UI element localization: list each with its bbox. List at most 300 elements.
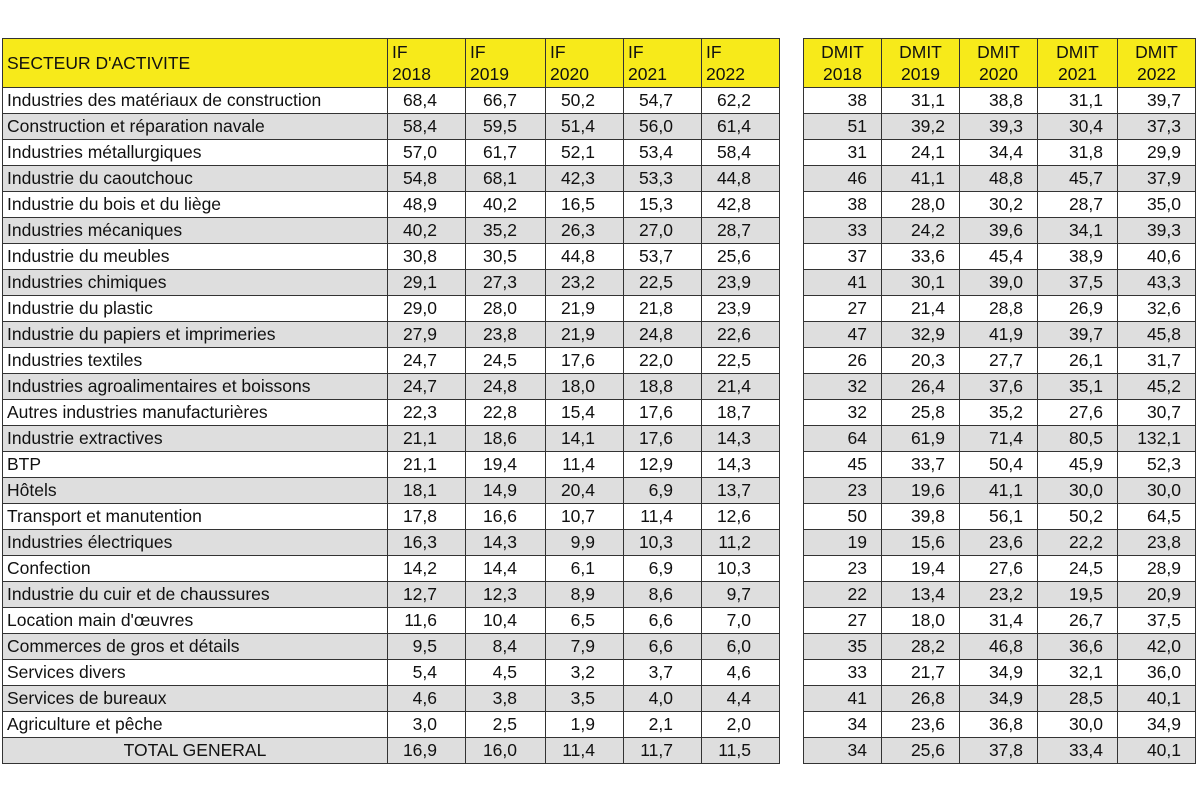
if-value: 26,3 bbox=[546, 218, 624, 244]
dmit-value: 30,2 bbox=[960, 192, 1038, 218]
if-value: 6,9 bbox=[624, 478, 702, 504]
if-value: 21,9 bbox=[546, 322, 624, 348]
dmit-value: 37,9 bbox=[1118, 166, 1196, 192]
dmit-value: 25,8 bbox=[882, 400, 960, 426]
dmit-value: 52,3 bbox=[1118, 452, 1196, 478]
if-value: 11,2 bbox=[702, 530, 780, 556]
if-value: 22,3 bbox=[388, 400, 466, 426]
if-value: 10,4 bbox=[466, 608, 546, 634]
if-header-label: IF bbox=[550, 42, 566, 62]
if-value: 51,4 bbox=[546, 114, 624, 140]
dmit-value: 34 bbox=[804, 738, 882, 764]
if-value: 61,7 bbox=[466, 140, 546, 166]
sector-name: Industrie du plastic bbox=[3, 296, 388, 322]
if-value: 11,4 bbox=[546, 738, 624, 764]
if-value: 23,9 bbox=[702, 270, 780, 296]
dmit-value: 50,2 bbox=[1038, 504, 1118, 530]
sector-name: Industrie du meubles bbox=[3, 244, 388, 270]
dmit-value: 19 bbox=[804, 530, 882, 556]
if-header-label: IF bbox=[392, 42, 408, 62]
dmit-value: 35,0 bbox=[1118, 192, 1196, 218]
if-header-2022 bbox=[702, 39, 780, 88]
column-gap bbox=[780, 530, 804, 556]
if-value: 21,1 bbox=[388, 426, 466, 452]
dmit-value: 45,2 bbox=[1118, 374, 1196, 400]
dmit-header-2020 bbox=[960, 39, 1038, 88]
table-row bbox=[3, 140, 1196, 166]
dmit-value: 39,8 bbox=[882, 504, 960, 530]
if-value: 21,9 bbox=[546, 296, 624, 322]
if-value: 30,5 bbox=[466, 244, 546, 270]
sector-name: Services divers bbox=[3, 660, 388, 686]
column-gap bbox=[780, 738, 804, 764]
if-value: 2,0 bbox=[702, 712, 780, 738]
if-value: 29,0 bbox=[388, 296, 466, 322]
column-gap bbox=[780, 426, 804, 452]
dmit-value: 19,4 bbox=[882, 556, 960, 582]
if-value: 21,4 bbox=[702, 374, 780, 400]
if-value: 2,1 bbox=[624, 712, 702, 738]
dmit-value: 22 bbox=[804, 582, 882, 608]
sector-statistics-table bbox=[2, 38, 1196, 764]
if-value: 9,7 bbox=[702, 582, 780, 608]
if-value: 44,8 bbox=[702, 166, 780, 192]
column-gap bbox=[780, 478, 804, 504]
dmit-value: 30,0 bbox=[1038, 478, 1118, 504]
table-row bbox=[3, 426, 1196, 452]
if-value: 22,5 bbox=[624, 270, 702, 296]
column-gap bbox=[780, 712, 804, 738]
if-value: 62,2 bbox=[702, 88, 780, 114]
sector-name: Industries chimiques bbox=[3, 270, 388, 296]
dmit-value: 31,7 bbox=[1118, 348, 1196, 374]
dmit-value: 30,1 bbox=[882, 270, 960, 296]
if-value: 16,9 bbox=[388, 738, 466, 764]
dmit-value: 43,3 bbox=[1118, 270, 1196, 296]
if-value: 58,4 bbox=[702, 140, 780, 166]
table-row bbox=[3, 634, 1196, 660]
dmit-value: 45,9 bbox=[1038, 452, 1118, 478]
if-value: 7,0 bbox=[702, 608, 780, 634]
if-value: 12,6 bbox=[702, 504, 780, 530]
dmit-value: 31,1 bbox=[1038, 88, 1118, 114]
dmit-value: 37,5 bbox=[1038, 270, 1118, 296]
dmit-value: 22,2 bbox=[1038, 530, 1118, 556]
table-row bbox=[3, 712, 1196, 738]
if-value: 6,0 bbox=[702, 634, 780, 660]
dmit-value: 26,7 bbox=[1038, 608, 1118, 634]
if-value: 28,0 bbox=[466, 296, 546, 322]
if-value: 13,7 bbox=[702, 478, 780, 504]
table-row bbox=[3, 88, 1196, 114]
dmit-value: 29,9 bbox=[1118, 140, 1196, 166]
if-value: 4,5 bbox=[466, 660, 546, 686]
if-value: 10,3 bbox=[624, 530, 702, 556]
dmit-value: 35,1 bbox=[1038, 374, 1118, 400]
dmit-value: 39,7 bbox=[1118, 88, 1196, 114]
if-value: 24,5 bbox=[466, 348, 546, 374]
if-header-2019 bbox=[466, 39, 546, 88]
total-row bbox=[3, 738, 1196, 764]
dmit-value: 39,0 bbox=[960, 270, 1038, 296]
if-value: 14,4 bbox=[466, 556, 546, 582]
dmit-value: 41,1 bbox=[960, 478, 1038, 504]
dmit-value: 21,4 bbox=[882, 296, 960, 322]
dmit-header-year: 2021 bbox=[1058, 64, 1097, 84]
dmit-value: 31,1 bbox=[882, 88, 960, 114]
dmit-value: 41,1 bbox=[882, 166, 960, 192]
dmit-value: 37 bbox=[804, 244, 882, 270]
dmit-value: 27,6 bbox=[1038, 400, 1118, 426]
if-value: 14,3 bbox=[466, 530, 546, 556]
column-gap bbox=[780, 244, 804, 270]
dmit-value: 39,6 bbox=[960, 218, 1038, 244]
dmit-value: 32,9 bbox=[882, 322, 960, 348]
table-body bbox=[3, 88, 1196, 764]
dmit-header-2022 bbox=[1118, 39, 1196, 88]
dmit-value: 32 bbox=[804, 374, 882, 400]
dmit-value: 38,9 bbox=[1038, 244, 1118, 270]
if-value: 66,7 bbox=[466, 88, 546, 114]
if-value: 40,2 bbox=[388, 218, 466, 244]
if-value: 9,5 bbox=[388, 634, 466, 660]
dmit-header-label: DMIT bbox=[977, 42, 1020, 62]
dmit-value: 28,2 bbox=[882, 634, 960, 660]
dmit-value: 23,8 bbox=[1118, 530, 1196, 556]
column-gap bbox=[780, 400, 804, 426]
dmit-value: 26,9 bbox=[1038, 296, 1118, 322]
if-value: 24,8 bbox=[624, 322, 702, 348]
dmit-header-2021 bbox=[1038, 39, 1118, 88]
dmit-header-year: 2022 bbox=[1137, 64, 1176, 84]
table-row bbox=[3, 660, 1196, 686]
if-value: 18,0 bbox=[546, 374, 624, 400]
if-header-year: 2021 bbox=[628, 64, 667, 84]
if-value: 10,3 bbox=[702, 556, 780, 582]
if-value: 17,6 bbox=[624, 400, 702, 426]
if-value: 15,3 bbox=[624, 192, 702, 218]
if-value: 8,4 bbox=[466, 634, 546, 660]
sector-name: Industrie du caoutchouc bbox=[3, 166, 388, 192]
if-value: 1,9 bbox=[546, 712, 624, 738]
sector-name: Commerces de gros et détails bbox=[3, 634, 388, 660]
dmit-value: 47 bbox=[804, 322, 882, 348]
dmit-value: 27,6 bbox=[960, 556, 1038, 582]
dmit-value: 15,6 bbox=[882, 530, 960, 556]
sector-name: Agriculture et pêche bbox=[3, 712, 388, 738]
if-value: 29,1 bbox=[388, 270, 466, 296]
if-value: 3,5 bbox=[546, 686, 624, 712]
table-row bbox=[3, 166, 1196, 192]
column-gap bbox=[780, 192, 804, 218]
dmit-value: 35 bbox=[804, 634, 882, 660]
dmit-value: 51 bbox=[804, 114, 882, 140]
if-value: 50,2 bbox=[546, 88, 624, 114]
table-row bbox=[3, 348, 1196, 374]
dmit-value: 45,8 bbox=[1118, 322, 1196, 348]
if-value: 3,7 bbox=[624, 660, 702, 686]
if-value: 59,5 bbox=[466, 114, 546, 140]
if-header-2021 bbox=[624, 39, 702, 88]
dmit-value: 41,9 bbox=[960, 322, 1038, 348]
if-value: 44,8 bbox=[546, 244, 624, 270]
dmit-value: 34,9 bbox=[960, 660, 1038, 686]
dmit-value: 31,8 bbox=[1038, 140, 1118, 166]
sector-name: Industries textiles bbox=[3, 348, 388, 374]
table-row bbox=[3, 270, 1196, 296]
dmit-header-year: 2018 bbox=[823, 64, 862, 84]
if-value: 9,9 bbox=[546, 530, 624, 556]
table-row bbox=[3, 556, 1196, 582]
dmit-value: 132,1 bbox=[1118, 426, 1196, 452]
dmit-value: 41 bbox=[804, 686, 882, 712]
dmit-value: 26 bbox=[804, 348, 882, 374]
table-row bbox=[3, 114, 1196, 140]
dmit-value: 71,4 bbox=[960, 426, 1038, 452]
dmit-value: 24,5 bbox=[1038, 556, 1118, 582]
if-value: 11,6 bbox=[388, 608, 466, 634]
sector-name: Transport et manutention bbox=[3, 504, 388, 530]
dmit-value: 21,7 bbox=[882, 660, 960, 686]
if-header-year: 2022 bbox=[706, 64, 745, 84]
sector-name: Industries électriques bbox=[3, 530, 388, 556]
dmit-value: 36,6 bbox=[1038, 634, 1118, 660]
column-gap bbox=[780, 270, 804, 296]
dmit-value: 37,6 bbox=[960, 374, 1038, 400]
dmit-header-label: DMIT bbox=[1135, 42, 1178, 62]
if-value: 18,6 bbox=[466, 426, 546, 452]
dmit-value: 33,4 bbox=[1038, 738, 1118, 764]
column-gap bbox=[780, 452, 804, 478]
column-gap bbox=[780, 556, 804, 582]
dmit-value: 36,0 bbox=[1118, 660, 1196, 686]
sector-name: BTP bbox=[3, 452, 388, 478]
dmit-value: 45 bbox=[804, 452, 882, 478]
if-value: 16,5 bbox=[546, 192, 624, 218]
dmit-value: 27,7 bbox=[960, 348, 1038, 374]
dmit-value: 18,0 bbox=[882, 608, 960, 634]
if-value: 14,9 bbox=[466, 478, 546, 504]
column-gap bbox=[780, 504, 804, 530]
if-value: 12,9 bbox=[624, 452, 702, 478]
sector-name: Location main d'œuvres bbox=[3, 608, 388, 634]
if-value: 6,6 bbox=[624, 608, 702, 634]
dmit-value: 19,5 bbox=[1038, 582, 1118, 608]
if-value: 11,5 bbox=[702, 738, 780, 764]
if-value: 27,0 bbox=[624, 218, 702, 244]
if-value: 6,5 bbox=[546, 608, 624, 634]
if-value: 6,1 bbox=[546, 556, 624, 582]
dmit-value: 30,4 bbox=[1038, 114, 1118, 140]
if-value: 22,0 bbox=[624, 348, 702, 374]
table-row bbox=[3, 530, 1196, 556]
if-value: 20,4 bbox=[546, 478, 624, 504]
dmit-value: 39,3 bbox=[1118, 218, 1196, 244]
if-header-year: 2020 bbox=[550, 64, 589, 84]
sector-name: Industries métallurgiques bbox=[3, 140, 388, 166]
if-value: 68,1 bbox=[466, 166, 546, 192]
if-value: 15,4 bbox=[546, 400, 624, 426]
dmit-header-year: 2020 bbox=[979, 64, 1018, 84]
if-value: 12,3 bbox=[466, 582, 546, 608]
if-header-label: IF bbox=[628, 42, 644, 62]
dmit-value: 28,9 bbox=[1118, 556, 1196, 582]
dmit-value: 34,1 bbox=[1038, 218, 1118, 244]
table-row bbox=[3, 192, 1196, 218]
dmit-value: 34 bbox=[804, 712, 882, 738]
if-value: 23,2 bbox=[546, 270, 624, 296]
sector-name: TOTAL GENERAL bbox=[3, 738, 388, 764]
if-value: 54,7 bbox=[624, 88, 702, 114]
if-value: 40,2 bbox=[466, 192, 546, 218]
dmit-header-label: DMIT bbox=[899, 42, 942, 62]
if-value: 3,8 bbox=[466, 686, 546, 712]
dmit-value: 40,1 bbox=[1118, 686, 1196, 712]
if-value: 52,1 bbox=[546, 140, 624, 166]
sector-name: Industries des matériaux de construction bbox=[3, 88, 388, 114]
if-value: 5,4 bbox=[388, 660, 466, 686]
if-value: 16,6 bbox=[466, 504, 546, 530]
column-gap bbox=[780, 114, 804, 140]
dmit-value: 24,1 bbox=[882, 140, 960, 166]
dmit-value: 64 bbox=[804, 426, 882, 452]
if-value: 11,7 bbox=[624, 738, 702, 764]
if-value: 68,4 bbox=[388, 88, 466, 114]
dmit-value: 36,8 bbox=[960, 712, 1038, 738]
if-value: 4,6 bbox=[702, 660, 780, 686]
dmit-value: 32 bbox=[804, 400, 882, 426]
if-value: 24,7 bbox=[388, 374, 466, 400]
dmit-value: 37,5 bbox=[1118, 608, 1196, 634]
dmit-value: 23 bbox=[804, 478, 882, 504]
if-value: 25,6 bbox=[702, 244, 780, 270]
column-gap bbox=[780, 218, 804, 244]
if-value: 48,9 bbox=[388, 192, 466, 218]
if-header-2020 bbox=[546, 39, 624, 88]
if-value: 22,5 bbox=[702, 348, 780, 374]
table-row bbox=[3, 244, 1196, 270]
column-gap bbox=[780, 660, 804, 686]
dmit-header-label: DMIT bbox=[821, 42, 864, 62]
column-gap bbox=[780, 348, 804, 374]
table-row bbox=[3, 582, 1196, 608]
sector-name: Industries mécaniques bbox=[3, 218, 388, 244]
if-value: 57,0 bbox=[388, 140, 466, 166]
sector-name: Industrie du cuir et de chaussures bbox=[3, 582, 388, 608]
dmit-value: 28,0 bbox=[882, 192, 960, 218]
table-row bbox=[3, 686, 1196, 712]
if-value: 8,6 bbox=[624, 582, 702, 608]
sector-name: Services de bureaux bbox=[3, 686, 388, 712]
dmit-value: 35,2 bbox=[960, 400, 1038, 426]
dmit-value: 32,6 bbox=[1118, 296, 1196, 322]
sector-name: Confection bbox=[3, 556, 388, 582]
table-row bbox=[3, 452, 1196, 478]
dmit-value: 27 bbox=[804, 296, 882, 322]
dmit-header-2018 bbox=[804, 39, 882, 88]
sector-name: Industries agroalimentaires et boissons bbox=[3, 374, 388, 400]
table-row bbox=[3, 374, 1196, 400]
if-value: 14,3 bbox=[702, 452, 780, 478]
dmit-value: 45,4 bbox=[960, 244, 1038, 270]
dmit-value: 23,2 bbox=[960, 582, 1038, 608]
dmit-value: 26,1 bbox=[1038, 348, 1118, 374]
if-header-label: IF bbox=[470, 42, 486, 62]
dmit-value: 34,9 bbox=[1118, 712, 1196, 738]
sector-name: Hôtels bbox=[3, 478, 388, 504]
if-value: 58,4 bbox=[388, 114, 466, 140]
dmit-value: 46 bbox=[804, 166, 882, 192]
column-gap bbox=[780, 634, 804, 660]
table-row bbox=[3, 400, 1196, 426]
dmit-value: 28,7 bbox=[1038, 192, 1118, 218]
table-header bbox=[3, 39, 1196, 88]
dmit-value: 38 bbox=[804, 88, 882, 114]
table-row bbox=[3, 478, 1196, 504]
dmit-value: 56,1 bbox=[960, 504, 1038, 530]
if-value: 24,8 bbox=[466, 374, 546, 400]
dmit-header-label: DMIT bbox=[1056, 42, 1099, 62]
dmit-value: 39,3 bbox=[960, 114, 1038, 140]
dmit-value: 50 bbox=[804, 504, 882, 530]
if-value: 30,8 bbox=[388, 244, 466, 270]
column-gap bbox=[780, 140, 804, 166]
dmit-value: 46,8 bbox=[960, 634, 1038, 660]
if-value: 16,0 bbox=[466, 738, 546, 764]
dmit-value: 33 bbox=[804, 660, 882, 686]
dmit-value: 24,2 bbox=[882, 218, 960, 244]
if-value: 14,3 bbox=[702, 426, 780, 452]
if-value: 53,7 bbox=[624, 244, 702, 270]
column-gap bbox=[780, 322, 804, 348]
if-value: 22,6 bbox=[702, 322, 780, 348]
if-value: 4,6 bbox=[388, 686, 466, 712]
if-value: 35,2 bbox=[466, 218, 546, 244]
if-value: 21,1 bbox=[388, 452, 466, 478]
if-value: 2,5 bbox=[466, 712, 546, 738]
if-value: 21,8 bbox=[624, 296, 702, 322]
dmit-value: 48,8 bbox=[960, 166, 1038, 192]
column-gap bbox=[780, 39, 804, 88]
if-header-year: 2019 bbox=[470, 64, 509, 84]
dmit-value: 31,4 bbox=[960, 608, 1038, 634]
if-value: 7,9 bbox=[546, 634, 624, 660]
dmit-value: 80,5 bbox=[1038, 426, 1118, 452]
if-value: 27,9 bbox=[388, 322, 466, 348]
if-value: 61,4 bbox=[702, 114, 780, 140]
table-row bbox=[3, 322, 1196, 348]
dmit-value: 30,7 bbox=[1118, 400, 1196, 426]
if-value: 19,4 bbox=[466, 452, 546, 478]
if-value: 11,4 bbox=[624, 504, 702, 530]
sector-name: Industrie extractives bbox=[3, 426, 388, 452]
if-value: 4,4 bbox=[702, 686, 780, 712]
dmit-value: 42,0 bbox=[1118, 634, 1196, 660]
if-value: 4,0 bbox=[624, 686, 702, 712]
dmit-value: 13,4 bbox=[882, 582, 960, 608]
dmit-value: 41 bbox=[804, 270, 882, 296]
column-gap bbox=[780, 166, 804, 192]
dmit-value: 23,6 bbox=[882, 712, 960, 738]
if-value: 27,3 bbox=[466, 270, 546, 296]
dmit-value: 61,9 bbox=[882, 426, 960, 452]
dmit-value: 38 bbox=[804, 192, 882, 218]
dmit-value: 39,7 bbox=[1038, 322, 1118, 348]
table-row bbox=[3, 504, 1196, 530]
dmit-value: 40,6 bbox=[1118, 244, 1196, 270]
dmit-value: 28,8 bbox=[960, 296, 1038, 322]
sector-name: Autres industries manufacturières bbox=[3, 400, 388, 426]
